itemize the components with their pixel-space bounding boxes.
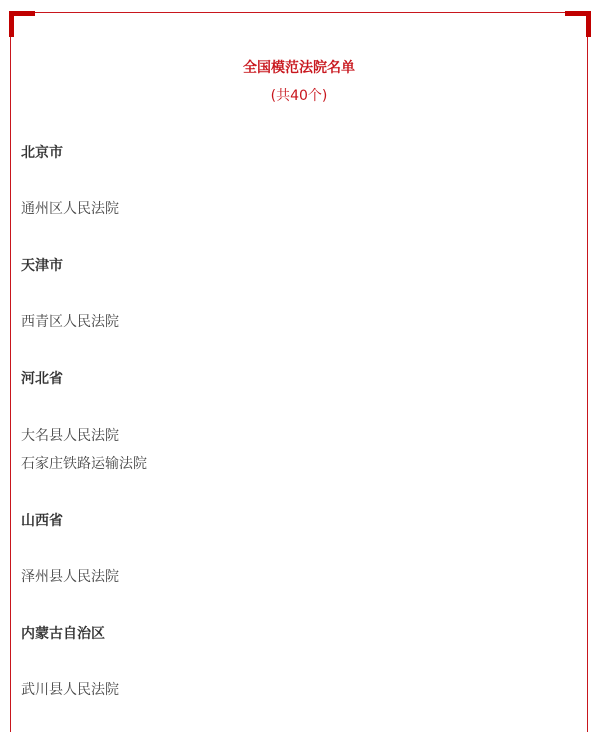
court-item: 泽州县人民法院 [21, 569, 119, 585]
page-title: 全国模范法院名单 [243, 60, 355, 76]
province-heading: 内蒙古自治区 [21, 626, 105, 642]
province-heading: 河北省 [21, 371, 63, 387]
province-heading: 北京市 [21, 145, 63, 161]
court-item: 大名县人民法院 [21, 428, 119, 444]
court-item: 武川县人民法院 [21, 682, 119, 698]
page-subtitle: (共40个) [270, 88, 328, 104]
province-heading: 山西省 [21, 513, 63, 529]
corner-bracket-top-left [9, 11, 35, 37]
court-item: 通州区人民法院 [21, 201, 119, 217]
court-item: 石家庄铁路运输法院 [21, 456, 147, 472]
court-item: 西青区人民法院 [21, 314, 119, 330]
province-heading: 天津市 [21, 258, 63, 274]
corner-bracket-top-right [565, 11, 591, 37]
